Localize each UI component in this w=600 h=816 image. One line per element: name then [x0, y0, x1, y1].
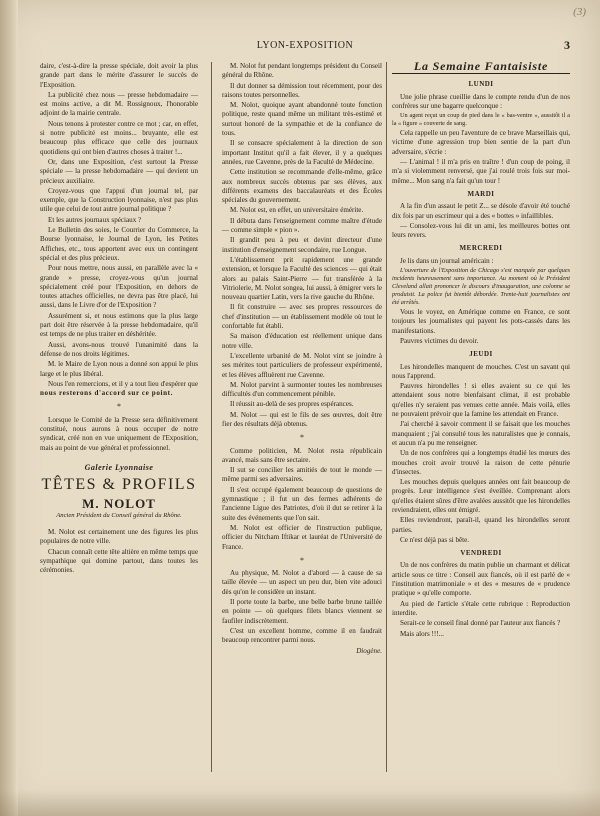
paragraph: La publicité chez nous — presse hebdomadaire — est moins active, a dit M. Rossignoux, l'honorable adjoint de la mairie centrale. [40, 90, 198, 118]
paragraph: Chacun connaît cette tête altière en même temps que sympathique qui domine partout, dans toutes les cérémonies. [40, 547, 198, 575]
paragraph: Au physique, M. Nolot a d'abord — à cause de sa taille élevée — un aspect un peu dur, bien vite adouci dès qu'on le considère un instant. [222, 569, 382, 596]
article-heading: TÊTES & PROFILS [41, 476, 197, 494]
paragraph: Au pied de l'article s'étale cette rubrique : Reproduction interdite. [392, 599, 570, 617]
paragraph: Il se consacre spécialement à la direction de son important Institut qu'il a fait élever, il y a quelques années, rue Cavenne, près de la Faculté de Médecine. [222, 139, 382, 166]
paragraph: C'est un excellent homme, comme il en faudrait beaucoup rencontrer parmi nous. [222, 626, 382, 645]
paragraph: — L'animal ! il m'a pris en traître ! d'un coup de poing, il m'a si violemment renversé, que j'ai roulé trois fois sur moi-même... Mon sang n'a fait qu'un tour ! [392, 158, 570, 185]
paragraph: M. Nolot est officier de l'instruction publique, officier du Nitcham Iftikar et lauréat de l'Université de France. [222, 523, 382, 551]
running-title: LYON-EXPOSITION [256, 40, 354, 51]
paragraph: L'excellente urbanité de M. Nolot vint se joindre à ses mérites tout particuliers de professeur expérimenté, et les élèves affluèrent rue Cavenne. [222, 351, 382, 379]
paragraph: Vous le voyez, en Amérique comme en France, ce sont toujours les journalistes qui payent les pots-cassés dans les manifestations. [392, 308, 570, 335]
paragraph: Un de nos confrères du matin publie un charmant et délicat article sous ce titre : Conseil aux fiancés, où il est parlé de « l'institution matrimoniale » et des « mesures de « prudence pratique » qu'elle comporte. [392, 561, 570, 598]
paragraph: Or, dans une Exposition, c'est surtout la Presse spéciale — la presse hebdomadaire — qui devient un précieux auxiliaire. [40, 157, 198, 185]
page-edge-shadow [0, 790, 600, 816]
separator-asterisk: * [300, 433, 304, 443]
day-heading: MARDI [467, 189, 495, 198]
quote: Un agent reçut un coup de pied dans le « bas-ventre », aussitôt il a la « figure » couverte de sang. [392, 112, 570, 128]
paragraph: Comme politicien, M. Nolot resta républicain avancé, mais sans être sectaire. [222, 446, 382, 464]
paragraph: Cela rappelle un peu l'aventure de ce brave Marseillais qui, victime d'une agression trop bien sentie de la part d'un adversaire, s'écrie : [392, 129, 570, 156]
paragraph: L'établissement prit rapidement une grande extension, et lorsque la Faculté des sciences — qui était alors au palais Saint-Pierre — fut transférée à la Vitriolerie, M. Nolot songea, lui aussi, à émigrer vers le nouveau quartier Latin, vers la rive gauche du Rhône. [222, 255, 382, 302]
column-1 [40, 62, 198, 782]
day-heading: LUNDI [468, 80, 494, 89]
quote: L'ouverture de l'Exposition de Chicago s'est marquée par quelques incidents heureusement sans importance. Au moment où le Président Cleveland allait prononcer le discours d'inauguration, une colonne se produisit. La police fut bientôt débordée. Trente-huit journalistes ont été arrêtés. [392, 267, 570, 307]
separator-asterisk: * [300, 555, 304, 565]
paragraph: Cette institution se recommande d'elle-même, grâce aux nombreux succès obtenus par ses élèves, aux différents examens des baccalauréats et des Écoles spéciales du gouvernement. [222, 168, 382, 205]
paragraph: Il fit construire — avec ses propres ressources de chef d'institution — un établissement modèle où tout le confortable fut établi. [222, 303, 382, 331]
paragraph: Aussi, avons-nous trouvé l'unanimité dans la défense de nos droits légitimes. [40, 340, 198, 358]
day-heading: VENDREDI [460, 549, 502, 558]
paragraph: Il débuta dans l'enseignement comme maître d'étude — comme simple « pion ». [222, 216, 382, 235]
paragraph: M. Nolot, quoique ayant abandonné toute fonction politique, reste quand même un militant très-estimé et surtout honoré de la sympathie et de la confiance de tous. [222, 101, 382, 138]
paragraph: M. Nolot fut pendant longtemps président du Conseil général du Rhône. [222, 62, 382, 80]
paragraph-text: Nous l'en remercions, et il y a tout lieu d'espérer que [48, 379, 198, 388]
signature: Diogène. [356, 646, 382, 655]
paragraph: — Consolez-vous lui dit un ami, les meilleures bottes ont leurs revers. [392, 221, 570, 240]
profile-subtitle: Ancien Président du Conseil général du Rhône. [56, 511, 182, 519]
paragraph: J'ai cherché à savoir comment il se faisait que les mouches manquaient ; j'ai consulté tous les naturalistes que je connais, et aucun n'a pu me renseigner. [392, 420, 570, 447]
paragraph: Pour nous mettre, nous aussi, en parallèle avec la « grande » presse, croyez-vous qu'un journal spécialement créé pour l'Exposition, en dehors de toutes attaches officielles, ne devra pas être placé, lui aussi, dans le Livre d'or de l'Exposition ? [40, 264, 198, 310]
paragraph: Il sut se concilier les amitiés de tout le monde — même parmi ses adversaires. [222, 466, 382, 484]
profile-name: M. NOLOT [82, 496, 156, 512]
paragraph: M. Nolot parvint à surmonter toutes les nombreuses difficultés d'un commencement pénible. [222, 380, 382, 399]
column-2 [222, 62, 382, 782]
paragraph: Pauvres victimes du devoir. [400, 336, 479, 345]
paragraph: Un de nos confrères qui a longtemps étudié les mœurs des mouches croit avoir trouvé la raison de cette pénurie d'insectes. [392, 449, 570, 476]
paragraph: Il réussit au-delà de ses propres espérances. [230, 400, 354, 409]
paragraph: Elles reviendront, paraît-il, quand les hirondelles seront parties. [392, 516, 570, 534]
paragraph: Assurément si, et nous estimons que la plus large part doit être réservée à la presse hebdomadaire, qu'il est temps de ne plus traiter en déshéritée. [40, 311, 198, 339]
paragraph: M. Nolot est certainement une des figures les plus populaires de notre ville. [40, 528, 198, 546]
paragraph: Il dut donner sa démission tout récemment, pour des raisons toutes personnelles. [222, 81, 382, 99]
column-rule [211, 62, 212, 772]
section-title: La Semaine Fantaisiste [413, 59, 549, 73]
paragraph: M. le Maire de Lyon nous a donné son appui le plus large et le plus libéral. [40, 360, 198, 378]
page-header [40, 36, 570, 54]
day-heading: JEUDI [469, 350, 493, 359]
section-title: Galerie Lyonnaise [84, 462, 154, 472]
paragraph: Il grandit peu à peu et devint directeur d'une institution d'enseignement secondaire, rue Longue. [222, 236, 382, 254]
paragraph: M. Nolot est, en effet, un universitaire émérite. [230, 206, 364, 215]
paragraph: Les mouches depuis quelques années ont fait beaucoup de progrès. Leur intelligence s'est éveillée. Comprenant alors qu'elles étaient sûres d'être avalées aussitôt que les hirondelles reviendraient, elles ont émigré. [392, 478, 570, 514]
paragraph [40, 380, 198, 399]
emphasized-phrase: nous resterons d'accord sur ce point. [40, 389, 173, 398]
page-spine [0, 0, 18, 816]
paragraph: Ce n'est déjà pas si bête. [400, 535, 470, 544]
column-3 [392, 59, 570, 782]
paragraph: Pauvres hirondelles ! si elles avaient su ce qui les attendaient sous notre bienfaisant climat, il est probable qu'elles n'y seraient pas venues cette année. Mais voilà, elles ne pouvaient prévoir que la famine les attendait en France. [392, 382, 570, 419]
handwritten-page-mark: (3) [573, 6, 586, 18]
paragraph: A la fin d'un assaut le petit Z... se désole d'avoir été touché dix fois par un escrimeur qui a des « bottes » infaillibles. [392, 202, 570, 220]
paragraph: Et les autres journaux spéciaux ? [48, 215, 142, 224]
paragraph: Le Bulletin des soies, le Courrier du Commerce, la Bourse lyonnaise, le Journal de Lyon, les Petites Affiches, etc., tous apportent avec eux un contingent spécial et des plus précieux. [40, 226, 198, 262]
paragraph: Je lis dans un journal américain : [400, 256, 494, 265]
paragraph: M. Nolot — qui est le fils de ses œuvres, doit être fier des résultats déjà obtenus. [222, 410, 382, 428]
paragraph: Les hirondelles manquent de mouches. C'est un savant qui nous l'apprend. [392, 362, 570, 380]
paragraph: Serait-ce le conseil final donné par l'auteur aux fiancés ? [400, 619, 561, 628]
title-rule [392, 73, 570, 74]
paragraph: Lorsque le Comité de la Presse sera définitivement constitué, nous aurons à nous occuper de notre syndicat, créé non en vue uniquement de l'Exposition, mais au point de vue général et professionnel. [40, 415, 198, 452]
paragraph: daire, c'est-à-dire la presse spéciale, doit avoir la plus grande part dans le mérite d'assurer le succès de l'Exposition. [40, 62, 198, 89]
paragraph: Il s'est occupé également beaucoup de questions de gymnastique ; il fut un des fermes adhérents de l'ancienne Ligue des Patriotes, d'où il dut se retirer à la suite des événements que l'on sait. [222, 485, 382, 522]
paragraph: Sa maison d'éducation est réellement unique dans notre ville. [222, 332, 382, 350]
paragraph: Il porte toute la barbe, une belle barbe brune taillée en pointe — où quelques filets blancs viennent se faufiler indiscrètement. [222, 598, 382, 625]
paragraph: Une jolie phrase cueillie dans le compte rendu d'un de nos confrères sur une bagarre quelconque : [392, 92, 570, 110]
paragraph: Nous tenons à protester contre ce mot ; car, en effet, si notre publicité est moins... bruyante, elle est beaucoup plus efficace que celle des journaux quotidiens qui ont bien d'autres choses à traiter !... [40, 119, 198, 156]
column-rule [386, 62, 387, 772]
paragraph: Mais alors !!!... [400, 629, 444, 638]
page-number: 3 [564, 38, 570, 52]
paragraph: Croyez-vous que l'appui d'un journal tel, par exemple, que la Construction lyonnaise, n'est pas plus utile que celui de tout autre journal politique ? [40, 186, 198, 214]
separator-asterisk: * [117, 402, 121, 412]
day-heading: MERCREDI [459, 244, 503, 253]
